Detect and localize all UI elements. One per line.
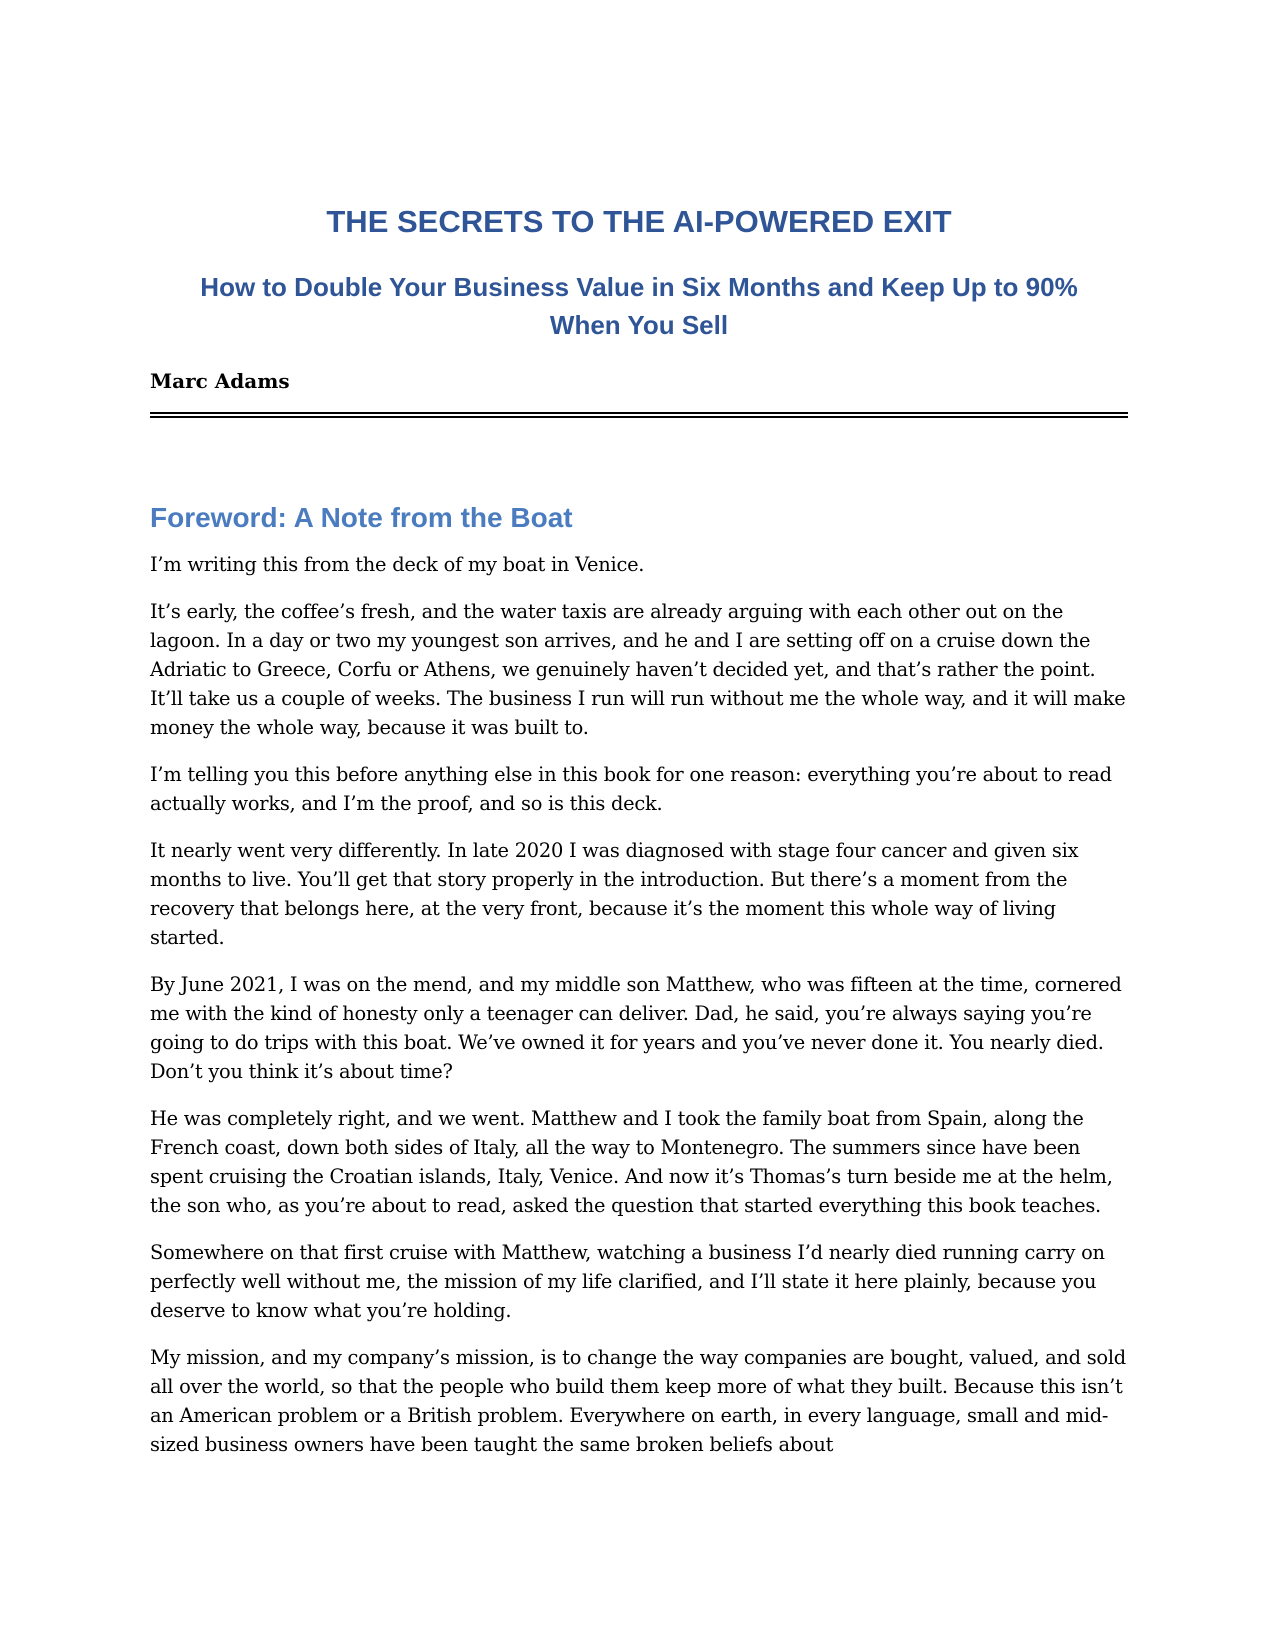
body-paragraph: It’s early, the coffee’s fresh, and the water taxis are already arguing with each other out on the lagoon. In a day or two my youngest son arrives, and he and I are setting off on a cruise down the Adriatic to Greece, Corfu or Athens, we genuinely haven’t decided yet, and that’s rather the point. It’ll take us a couple of weeks. The business I run will run without me the whole way, and it will make money the whole way, because it was built to. — [150, 600, 1126, 739]
body-paragraph: My mission, and my company’s mission, is to change the way companies are bought, valued, and sold all over the world, so that the people who build them keep more of what they built. Because this isn’t an American problem or a British problem. Everywhere on earth, in every language, small and mid-sized business owners have been taught the same broken beliefs about — [150, 1346, 1126, 1456]
book-title: THE SECRETS TO THE AI-POWERED EXIT — [326, 204, 952, 239]
book-subtitle — [150, 268, 1128, 344]
body-paragraph: Somewhere on that first cruise with Matthew, watching a business I’d nearly died running carry on perfectly well without me, the mission of my life clarified, and I’ll state it here plainly, because you deserve to know what you’re holding. — [150, 1241, 1105, 1322]
double-rule-divider — [150, 412, 1128, 418]
subtitle-line-2: When You Sell — [549, 310, 729, 340]
body-paragraph: It nearly went very differently. In late 2020 I was diagnosed with stage four cancer and given six months to live. You’ll get that story properly in the introduction. But there’s a moment from the recovery that belongs here, at the very front, because it’s the moment this whole way of living started. — [150, 839, 1079, 949]
section-heading: Foreword: A Note from the Boat — [150, 502, 573, 533]
body-paragraph: By June 2021, I was on the mend, and my middle son Matthew, who was fifteen at the time, cornered me with the kind of honesty only a teenager can deliver. Dad, he said, you’re always saying you’re going to do trips with this boat. We’ve owned it for years and you’ve never done it. You nearly died. Don’t you think it’s about time? — [150, 973, 1122, 1083]
page-content — [150, 200, 1128, 1459]
body-paragraph: He was completely right, and we went. Matthew and I took the family boat from Spain, along the French coast, down both sides of Italy, all the way to Montenegro. The summers since have been spent cruising the Croatian islands, Italy, Venice. And now it’s Thomas’s turn beside me at the helm, the son who, as you’re about to read, asked the question that started everything this book teaches. — [150, 1107, 1113, 1217]
author-name: Marc Adams — [150, 369, 290, 393]
subtitle-line-1: How to Double Your Business Value in Six Months and Keep Up to 90% — [200, 272, 1078, 302]
body-paragraph: I’m telling you this before anything else in this book for one reason: everything you’re about to read actually works, and I’m the proof, and so is this deck. — [150, 763, 1112, 815]
body-paragraph: I’m writing this from the deck of my boat in Venice. — [150, 553, 645, 576]
